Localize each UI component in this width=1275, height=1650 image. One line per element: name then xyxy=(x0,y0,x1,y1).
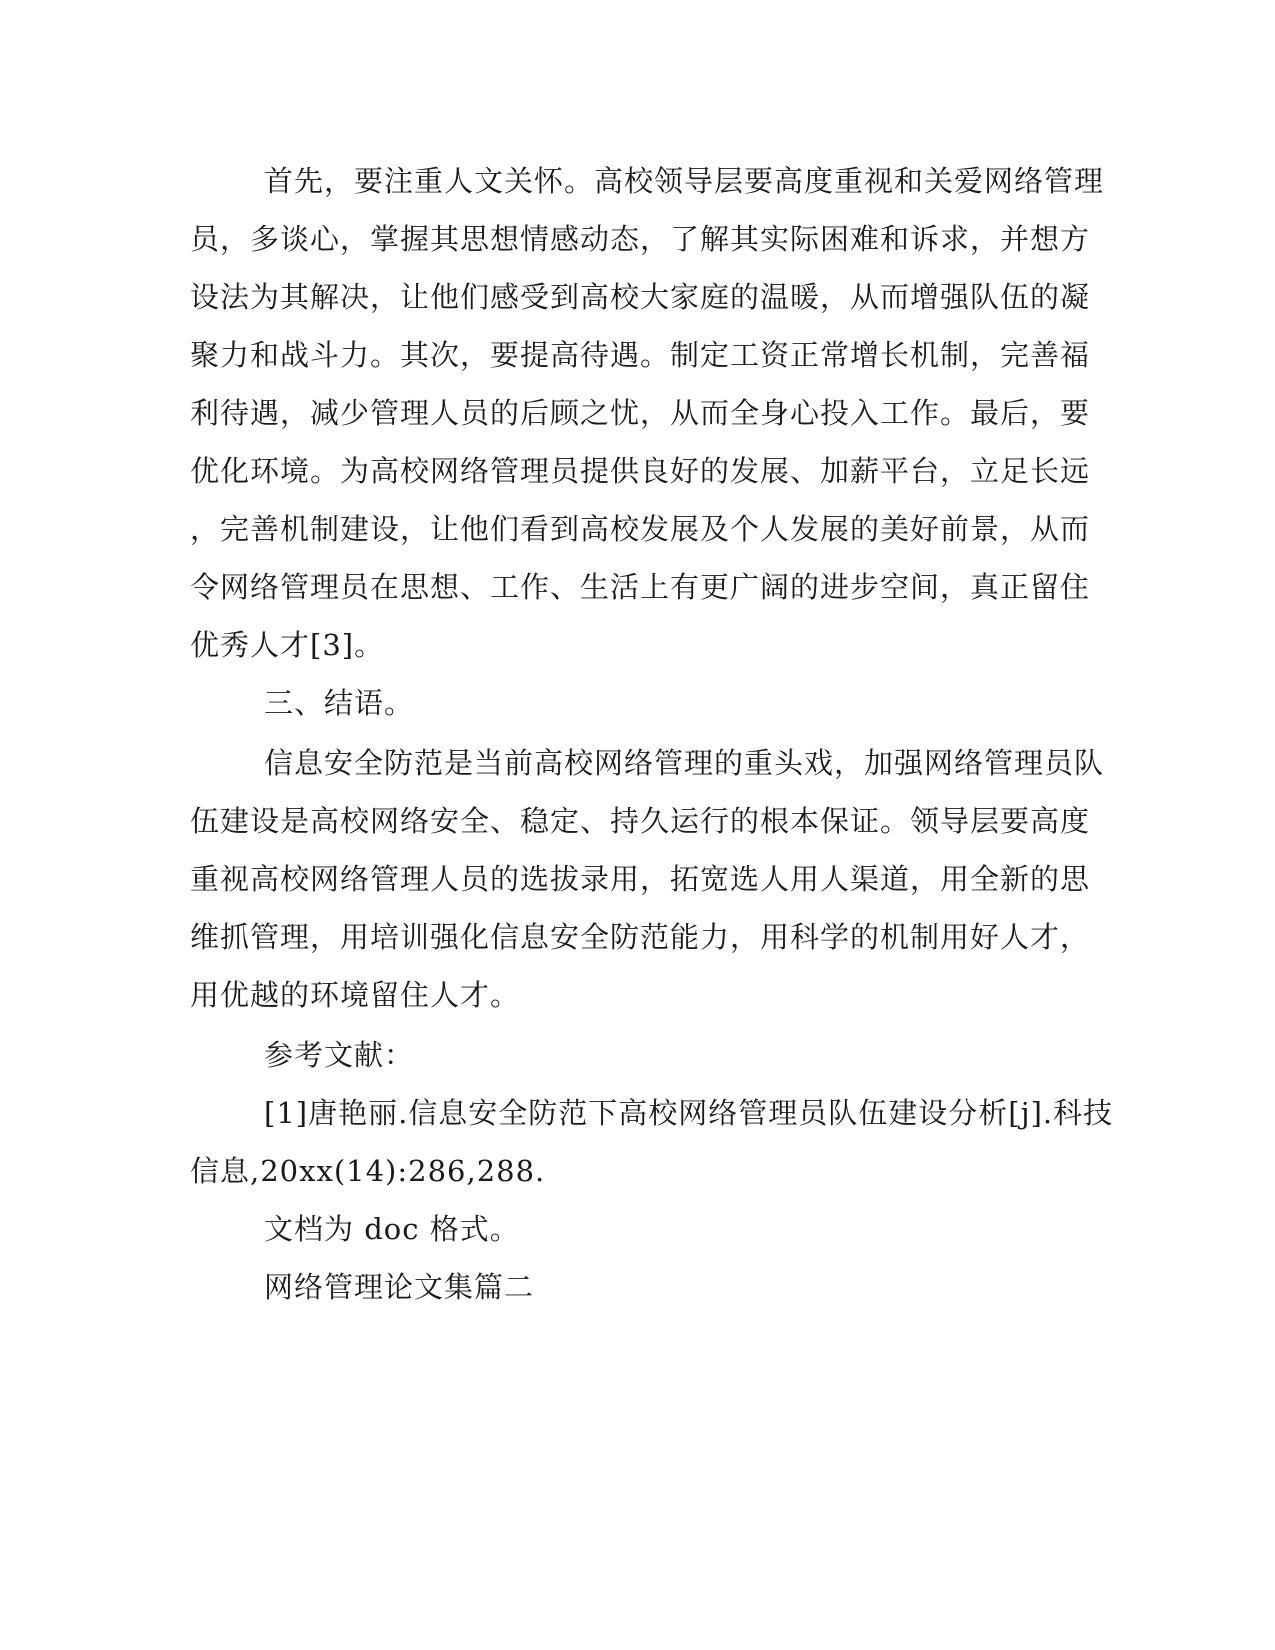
references-heading: 参考文献： xyxy=(264,1038,415,1072)
paragraph1-line-3: 设法为其解决，让他们感受到高校大家庭的温暖，从而增强队伍的凝 xyxy=(190,280,1091,314)
reference-1-line-2: 信息,20xx(14):286,288. xyxy=(190,1154,546,1188)
paragraph1-line-7: ，完善机制建设，让他们看到高校发展及个人发展的美好前景，从而 xyxy=(190,512,1091,546)
next-section-title: 网络管理论文集篇二 xyxy=(264,1270,535,1304)
paragraph1-line-8: 令网络管理员在思想、工作、生活上有更广阔的进步空间，真正留住 xyxy=(190,570,1091,604)
paragraph1-line-4: 聚力和战斗力。其次，要提高待遇。制定工资正常增长机制，完善福 xyxy=(190,338,1091,372)
paragraph2-line-1: 信息安全防范是当前高校网络管理的重头戏，加强网络管理员队 xyxy=(264,746,1105,780)
paragraph2-line-4: 维抓管理，用培训强化信息安全防范能力，用科学的机制用好人才， xyxy=(190,920,1091,954)
paragraph1-line-2: 员，多谈心，掌握其思想情感动态，了解其实际困难和诉求，并想方 xyxy=(190,222,1091,256)
paragraph2-line-3: 重视高校网络管理人员的选拔录用，拓宽选人用人渠道，用全新的思 xyxy=(190,862,1091,896)
paragraph2-line-5: 用优越的环境留住人才。 xyxy=(190,978,521,1012)
paragraph2-line-2: 伍建设是高校网络安全、稳定、持久运行的根本保证。领导层要高度 xyxy=(190,804,1091,838)
format-note: 文档为 doc 格式。 xyxy=(264,1212,520,1246)
section-heading: 三、结语。 xyxy=(264,686,415,720)
paragraph1-line-1: 首先，要注重人文关怀。高校领导层要高度重视和关爱网络管理 xyxy=(264,164,1105,198)
reference-1-line-1: [1]唐艳丽.信息安全防范下高校网络管理员队伍建设分析[j].科技 xyxy=(264,1096,1114,1130)
paragraph1-line-6: 优化环境。为高校网络管理员提供良好的发展、加薪平台，立足长远 xyxy=(190,454,1091,488)
paragraph1-line-5: 利待遇，减少管理人员的后顾之忧，从而全身心投入工作。最后，要 xyxy=(190,396,1091,430)
paragraph1-line-9: 优秀人才[3]。 xyxy=(190,628,385,662)
